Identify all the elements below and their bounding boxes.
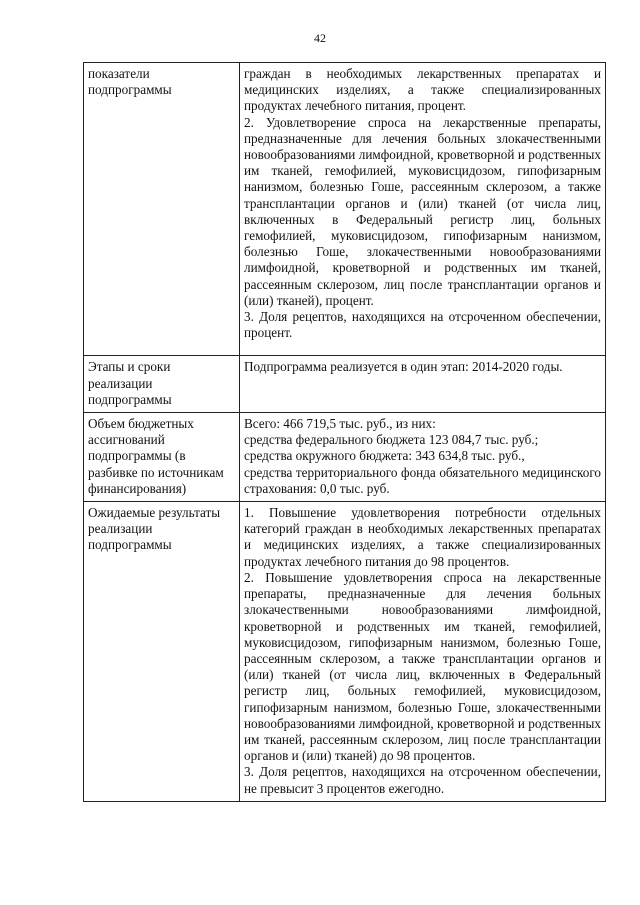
table-row: [84, 413, 606, 502]
paragraph: граждан в необходимых лекарственных препаратах и медицинских изделиях, а также специализированных продуктах лечебного питания, процент.: [244, 66, 601, 114]
row-value: [240, 63, 606, 356]
table-row: [84, 63, 606, 356]
row-value: [240, 356, 606, 413]
paragraph: средства территориального фонда обязательного медицинского страхования: 0,0 тыс. руб.: [244, 464, 601, 496]
row-value: [240, 413, 606, 502]
row-label: Объем бюджетных ассигнований подпрограммы (в разбивке по источникам финансирования): [84, 413, 240, 502]
row-label: Ожидаемые результаты реализации подпрограммы: [84, 502, 240, 802]
paragraph: 2. Повышение удовлетворения спроса на лекарственные препараты, предназначенные для лечения больных злокачественными новообразованиями лимфоидной, кроветворной и родственных им тканей, гемофилией, муковисцидозом, гипофизарным нанизмом, болезнью Гоше, рассеянным склерозом, а также трансплантации органов и (или) тканей (от числа лиц, включенных в Федеральный регистр лиц, больных гемофилией, муковисцидозом, гипофизарным нанизмом, болезнью Гоше, злокачественными новообразованиями лимфоидной, кроветворной и родственных им тканей, рассеянным склерозом, лиц после трансплантации органов и (или) тканей) до 98 процентов.: [244, 569, 601, 764]
row-label: Этапы и сроки реализации подпрограммы: [84, 356, 240, 413]
row-value: [240, 502, 606, 802]
paragraph: средства окружного бюджета: 343 634,8 тыс. руб.,: [244, 448, 525, 464]
paragraph: Всего: 466 719,5 тыс. руб., из них:: [244, 416, 436, 432]
paragraph: средства федерального бюджета 123 084,7 тыс. руб.;: [244, 432, 539, 448]
page-number: 42: [314, 31, 326, 45]
paragraph: 3. Доля рецептов, находящихся на отсроченном обеспечении, не превысит 3 процентов ежегодно.: [244, 764, 601, 796]
row-label: показатели подпрограммы: [84, 63, 240, 356]
paragraph: 2. Удовлетворение спроса на лекарственные препараты, предназначенные для лечения больных злокачественными новообразованиями лимфоидной, кроветворной и родственных им тканей, гемофилией, муковисцидозом, гипофизарным нанизмом, болезнью Гоше, рассеянным склерозом, а также трансплантации органов и (или) тканей (от числа лиц, включенных в Федеральный регистр лиц, больных гемофилией, муковисцидозом, гипофизарным нанизмом, болезнью Гоше, злокачественными новообразованиями лимфоидной, кроветворной и родственных им тканей, рассеянным склерозом, лиц после трансплантации органов и (или) тканей), процент.: [244, 114, 601, 308]
table-row: [84, 502, 606, 802]
paragraph: 3. Доля рецептов, находящихся на отсроченном обеспечении, процент.: [244, 309, 601, 341]
paragraph: 1. Повышение удовлетворения потребности отдельных категорий граждан в необходимых лекарственных препаратах и медицинских изделиях, а также специализированных продуктах лечебного питания до 98 процентов.: [244, 505, 601, 569]
subprogram-passport-table: [83, 62, 606, 802]
paragraph: Подпрограмма реализуется в один этап: 2014-2020 годы.: [244, 359, 563, 375]
table-row: [84, 356, 606, 413]
